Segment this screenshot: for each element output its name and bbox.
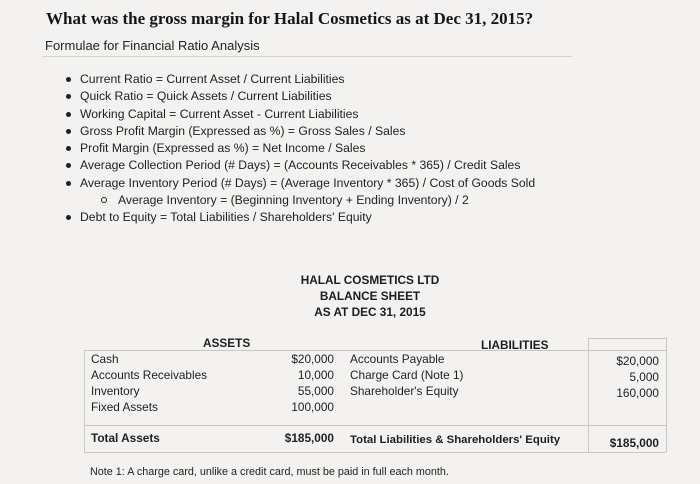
formula-list <box>60 71 535 227</box>
table-border-bottom <box>84 452 666 453</box>
table-border-top-right <box>588 338 666 339</box>
asset-label: Fixed Assets <box>91 400 158 414</box>
hollow-bullet-icon <box>101 197 107 203</box>
bullet-icon <box>66 112 71 117</box>
liability-value: 160,000 <box>616 386 659 400</box>
bullet-icon <box>66 181 71 186</box>
assets-header: ASSETS <box>203 336 251 350</box>
total-liabilities-value: $185,000 <box>609 436 659 450</box>
list-item: Debt to Equity = Total Liabilities / Shareholders' Equity <box>60 209 535 226</box>
bullet-icon <box>66 77 71 82</box>
liabilities-header: LIABILITIES <box>481 338 549 352</box>
list-item: Quick Ratio = Quick Assets / Current Liabilities <box>60 88 535 105</box>
list-item: Average Inventory Period (# Days) = (Average Inventory * 365) / Cost of Goods Sold <box>60 175 535 192</box>
list-item: Gross Profit Margin (Expressed as %) = Gross Sales / Sales <box>60 123 535 140</box>
statement-title: BALANCE SHEET <box>319 289 421 303</box>
list-item: Profit Margin (Expressed as %) = Net Income / Sales <box>60 140 535 157</box>
asset-value: 10,000 <box>297 368 334 382</box>
total-assets-value: $185,000 <box>284 431 334 445</box>
question-title: What was the gross margin for Halal Cosmetics as at Dec 31, 2015? <box>46 9 534 28</box>
footnote: Note 1: A charge card, unlike a credit card, must be paid in full each month. <box>90 466 449 478</box>
table-row-divider <box>84 425 666 426</box>
list-item: Current Ratio = Current Asset / Current Liabilities <box>60 71 535 88</box>
asset-value: 55,000 <box>297 384 334 398</box>
liability-label: Shareholder's Equity <box>350 384 459 398</box>
bullet-icon <box>66 215 71 220</box>
table-border-left <box>84 350 85 452</box>
section-subtitle: Formulae for Financial Ratio Analysis <box>45 38 260 53</box>
asset-value: 100,000 <box>291 400 334 414</box>
statement-date: AS AT DEC 31, 2015 <box>314 305 426 319</box>
liability-label: Accounts Payable <box>350 352 445 366</box>
list-subitem: Average Inventory = (Beginning Inventory + Ending Inventory) / 2 <box>60 192 535 209</box>
table-border-top <box>84 350 666 351</box>
total-liabilities-label: Total Liabilities & Shareholders' Equity <box>350 434 561 446</box>
bullet-icon <box>66 146 71 151</box>
bullet-icon <box>66 94 71 99</box>
asset-label: Accounts Receivables <box>91 368 208 382</box>
liability-label: Charge Card (Note 1) <box>350 368 464 382</box>
bullet-icon <box>66 129 71 134</box>
asset-value: $20,000 <box>291 352 334 366</box>
divider <box>42 56 572 57</box>
liability-value: $20,000 <box>616 354 659 368</box>
list-item: Working Capital = Current Asset - Current Liabilities <box>60 106 535 123</box>
total-assets-label: Total Assets <box>91 431 160 445</box>
company-name: HALAL COSMETICS LTD <box>300 273 440 287</box>
list-item: Average Collection Period (# Days) = (Accounts Receivables * 365) / Credit Sales <box>60 157 535 174</box>
bullet-icon <box>66 163 71 168</box>
asset-label: Cash <box>91 352 119 366</box>
liability-value: 5,000 <box>629 370 659 384</box>
table-border-right <box>666 338 667 452</box>
asset-label: Inventory <box>91 384 140 398</box>
